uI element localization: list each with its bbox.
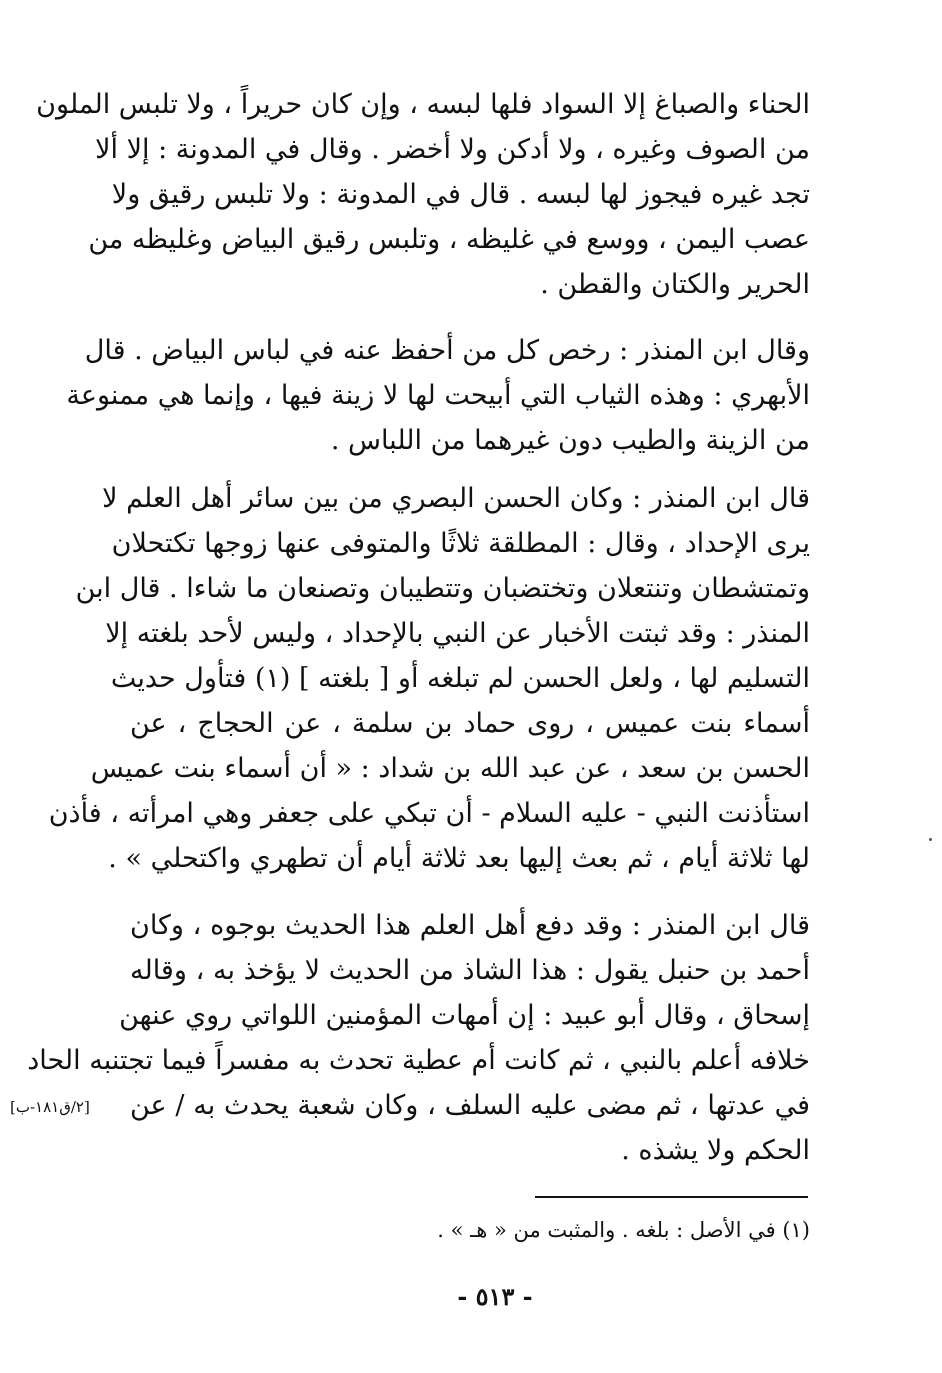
paragraph-1 — [36, 82, 810, 307]
text-line: الحسن بن سعد ، عن عبد الله بن شداد : « أن أسماء بنت عميس — [90, 753, 810, 784]
scan-speck — [929, 838, 932, 841]
text-line: وقال ابن المنذر : رخص كل من أحفظ عنه في لباس البياض . قال — [84, 335, 810, 366]
text-line: الحناء والصباغ إلا السواد فلها لبسه ، وإن كان حريراً ، ولا تلبس الملون — [36, 89, 810, 120]
footnote-divider — [535, 1196, 808, 1198]
text-line: خلافه أعلم بالنبي ، ثم كانت أم عطية تحدث به مفسراً فيما تجتنبه الحاد — [27, 1045, 810, 1076]
paragraph-3 — [48, 476, 810, 881]
text-line: الأبهري : وهذه الثياب التي أبيحت لها لا زينة فيها ، وإنما هي ممنوعة — [66, 380, 810, 411]
text-line: من الصوف وغيره ، ولا أدكن ولا أخضر . وقال في المدونة : إلا ألا — [95, 134, 810, 165]
text-line: أحمد بن حنبل يقول : هذا الشاذ من الحديث لا يؤخذ به ، وقاله — [130, 955, 810, 986]
text-line: استأذنت النبي - عليه السلام - أن تبكي على جعفر وهي امرأته ، فأذن — [48, 798, 810, 829]
text-line: تجد غيره فيجوز لها لبسه . قال في المدونة : ولا تلبس رقيق ولا — [111, 179, 810, 210]
paragraph-2 — [66, 328, 810, 463]
text-line: أسماء بنت عميس ، روى حماد بن سلمة ، عن الحجاج ، عن — [130, 708, 810, 739]
text-line: المنذر : وقد ثبتت الأخبار عن النبي بالإحداد ، وليس لأحد بلغته إلا — [105, 618, 810, 649]
text-line: وتمتشطان وتنتعلان وتختضبان وتتطيبان وتصنعان ما شاءا . قال ابن — [75, 573, 810, 604]
text-line: يرى الإحداد ، وقال : المطلقة ثلاثًا والمتوفى عنها زوجها تكتحلان — [111, 528, 810, 559]
text-line: الحرير والكتان والقطن . — [540, 269, 810, 300]
text-line: التسليم لها ، ولعل الحسن لم تبلغه أو [ بلغته ] (١) فتأول حديث — [110, 663, 810, 694]
text-line: في عدتها ، ثم مضى عليه السلف ، وكان شعبة يحدث به / عن — [130, 1090, 810, 1121]
text-line: قال ابن المنذر : وقد دفع أهل العلم هذا الحديث بوجوه ، وكان — [130, 910, 810, 941]
text-line: إسحاق ، وقال أبو عبيد : إن أمهات المؤمنين اللواتي روي عنهن — [119, 1000, 810, 1031]
text-line: الحكم ولا يشذه . — [621, 1135, 810, 1166]
text-line: من الزينة والطيب دون غيرهما من اللباس . — [330, 425, 810, 456]
manuscript-folio-note: [٢/ق١٨١-ب] — [10, 1098, 90, 1116]
page-number: - ٥١٣ - — [457, 1282, 533, 1311]
text-line: عصب اليمن ، ووسع في غليظه ، وتلبس رقيق البياض وغليظه من — [88, 224, 810, 255]
footnote: (١) في الأصل : بلغه . والمثبت من « هـ » . — [437, 1218, 810, 1242]
text-line: قال ابن المنذر : وكان الحسن البصري من بين سائر أهل العلم لا — [102, 483, 810, 514]
text-line: لها ثلاثة أيام ، ثم بعث إليها بعد ثلاثة أيام أن تطهري واكتحلي » . — [108, 843, 810, 874]
